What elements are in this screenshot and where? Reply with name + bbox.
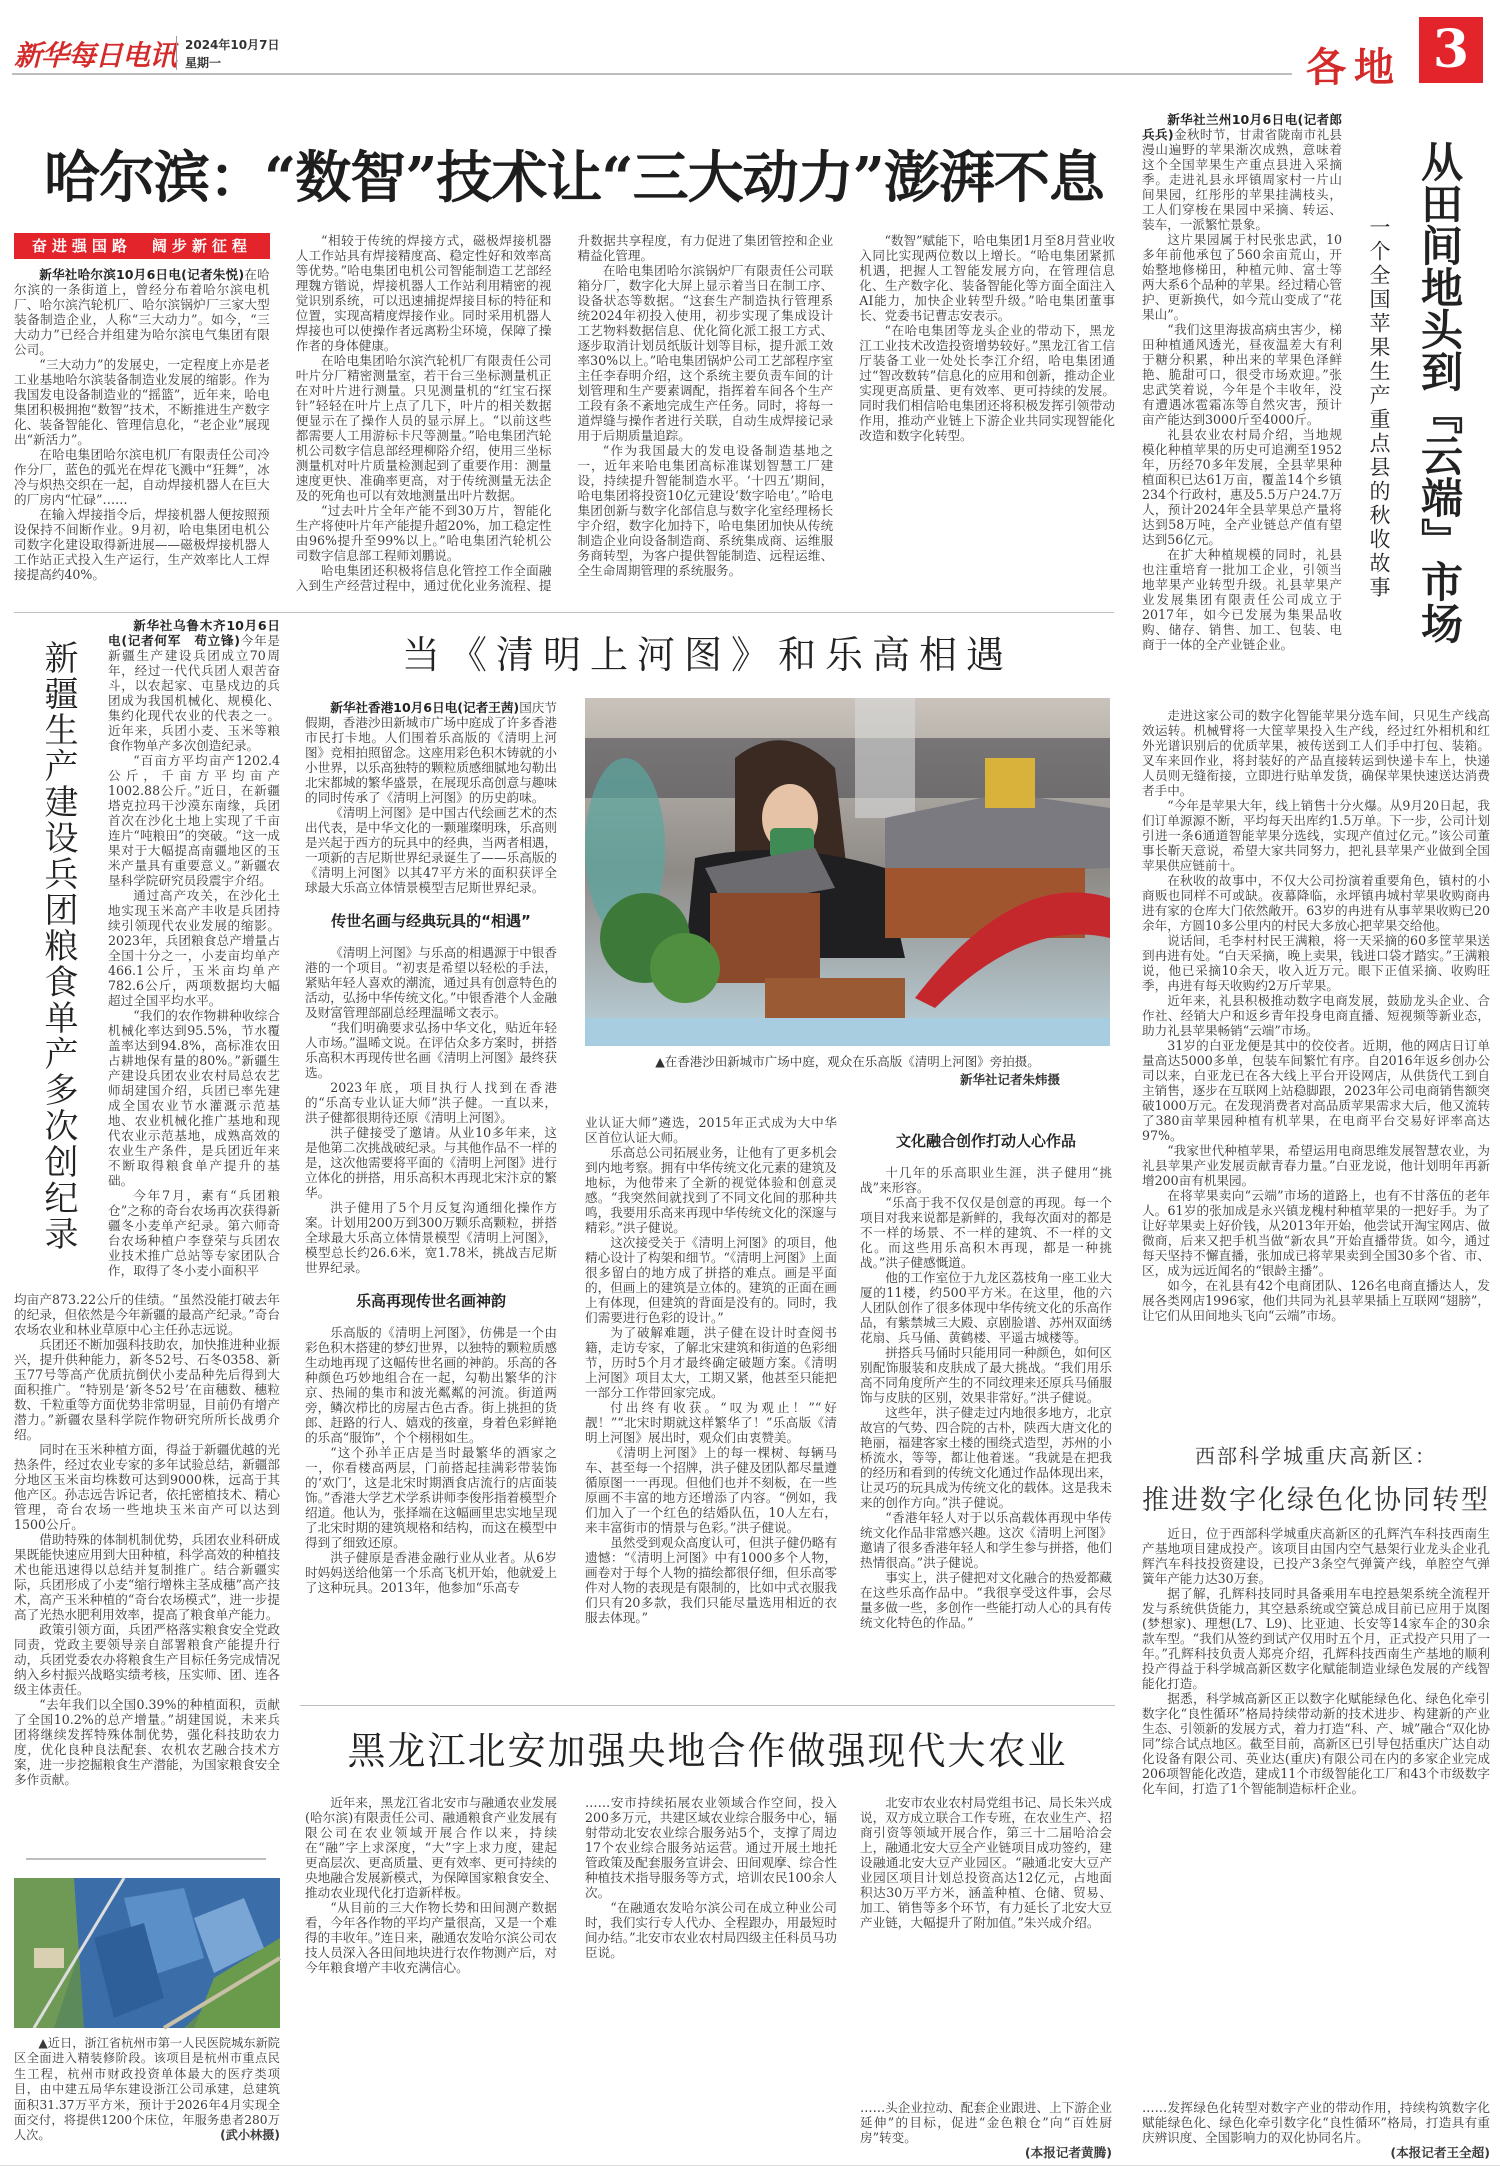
paragraph xyxy=(585,1535,837,1625)
paragraph xyxy=(14,1532,280,1622)
paragraph-text: 均亩产873.22公斤的佳绩。“虽然没能打破去年的纪录，但依然是今年新疆的最高产纪录。”奇台农场农业和林业草原中心主任孙志远说。 xyxy=(14,1292,280,1337)
paragraph xyxy=(859,323,1115,443)
paragraph-text: 兵团还不断加强科技助农，加快推进种业振兴，提升供种能力，新冬52号、石冬0358、新玉77号等高产优质抗倒伏小麦品种先后得到大面积推广。“特别是‘新冬52号’在亩穗数、穗粒数、千粒重等方面优势非常明显，目前仍有增产潜力。”新疆农垦科学院作物研究所所长战勇介绍。 xyxy=(14,1337,280,1442)
paragraph xyxy=(578,263,834,443)
paragraph xyxy=(305,1900,557,1975)
paragraph-text: “过去叶片全年产能不到30万片，智能化生产将使叶片年产能提升超20%，加工稳定性由96%提升至99%以上。”哈电集团汽轮机公司数字信息部工程师刘鹏说。 xyxy=(295,503,552,563)
paragraph-text: 在将苹果卖向“云端”市场的道路上，也有不甘落伍的老年人。61岁的张加成是永兴镇龙槐村种植苹果的一把好手。为了让好苹果卖上好价钱，从2013年开始，他尝试开淘宝网店、做微商，后来又把手机当做“新农具”开始直播带货。如今，通过每天坚持不懈直播，张加成已将苹果卖到全国30多个省、市、区，成为远近闻名的“银龄主播”。 xyxy=(1142,1188,1490,1278)
paragraph xyxy=(296,353,552,503)
paragraph xyxy=(14,1622,280,1697)
dateline: 新华社香港10月6日电(记者王茜) xyxy=(330,700,520,715)
paragraph xyxy=(1142,1691,1490,1796)
paragraph xyxy=(14,267,270,357)
paragraph xyxy=(1142,1143,1490,1188)
paragraph xyxy=(296,233,552,353)
paragraph xyxy=(1142,873,1490,933)
paragraph xyxy=(860,1405,1112,1510)
beian-article-ending xyxy=(860,2100,1112,2160)
paragraph-text: 乐高总公司拓展业务，让他有了更多机会到内地考察。拥有中华传统文化元素的建筑及地标，为他带来了全新的视觉体验和创意灵感。“我突然间就找到了不同文化间的那种共鸣，我要用乐高来再现中华传统文化的深邃与精彩。”洪子健说。 xyxy=(585,1145,837,1235)
paragraph xyxy=(1142,708,1490,798)
paragraph: ……发挥绿色化转型对数字产业的带动作用，持续构筑数字化赋能绿色化、绿色化牵引数字化“良性循环”格局，打造具有重庆辨识度、全国影响力的双化协同名片。 xyxy=(1142,2100,1490,2145)
paragraph-text: 同时在玉米种植方面，得益于新疆优越的光热条件，经过农业专家的多年试验总结，新疆部分地区玉米亩均株数可达到9000株，远高于其他产区。孙志远告诉记者，依托密植技术、精心管理，奇台农场一些地块玉米亩产可以达到1500公斤。 xyxy=(14,1442,280,1532)
paragraph xyxy=(14,1442,280,1532)
paragraph xyxy=(585,1900,837,1960)
paragraph-text: 洪子健接受了邀请。从业10多年来，这是他第二次挑战破纪录。与其他作品不一样的是，这次他需要将平面的《清明上河图》进行立体化的拼搭，用乐高积木再现北宋汴京的繁华。 xyxy=(305,1125,557,1200)
paragraph xyxy=(1142,1526,1490,1586)
paragraph-text: 金秋时节，甘肃省陇南市礼县漫山遍野的苹果渐次成熟，意味着这个全国苹果生产重点县进入采摘季。走进礼县永坪镇周家村一片山间果园，红彤彤的苹果挂满枝头，工人们穿梭在果园中采摘、转运、装车，一派繁忙景象。 xyxy=(1142,127,1342,232)
paragraph xyxy=(305,945,557,1020)
paragraph-text: 这次接受关于《清明上河图》的项目，他精心设计了构架和细节。“《清明上河图》上面很多留白的地方成了拼搭的难点。画是平面的，但画上的建筑是立体的。建筑的正面在画上有体现，但建筑的背面是没有的。同时，我们需要进行色彩的设计。” xyxy=(585,1235,838,1325)
paragraph-text: 十几年的乐高职业生涯，洪子健用“挑战”来形容。 xyxy=(860,1165,1112,1195)
page-number: 3 xyxy=(1419,17,1483,83)
paragraph-text: 近年来，礼县积极推动数字电商发展，鼓励龙头企业、合作社、经销大户和返乡青年投身电商直播、短视频等新业态，助力礼县苹果畅销“云端”市场。 xyxy=(1142,993,1490,1038)
paragraph-text: 礼县农业农村局介绍，当地规模化种植苹果的历史可追溯至1952年，历经70多年发展，全县苹果种植面积已达61万亩，覆盖14个乡镇234个行政村，惠及5.5万户24.7万人，预计2024年全县苹果总产量将达到58万吨，全产业链总产值有望达到56亿元。 xyxy=(1142,427,1342,547)
chongqing-headline: 推进数字化绿色化协同转型 xyxy=(1142,1485,1490,1516)
paragraph xyxy=(1142,547,1342,652)
paragraph-text: “我们的农作物耕种收综合机械化率达到95.5%，节水覆盖率达到94.8%，高标准农田占耕地保有量的80%。”新疆生产建设兵团农业农村局总农艺师胡建国介绍，兵团已率先建成全国农业节水灌溉示范基地、农业机械化推广基地和现代农业示范基地，成熟高效的农业生产条件，是兵团近年来不断取得粮食单产提升的基础。 xyxy=(108,1008,280,1188)
paragraph xyxy=(108,1188,280,1278)
qingming-column-c xyxy=(860,1115,1112,1693)
qingming-photo-caption: ▲在香港沙田新城市广场中庭，观众在乐高版《清明上河图》旁拍摄。 xyxy=(655,1054,1040,1069)
paragraph xyxy=(305,1125,557,1200)
lanzhou-article-narrow xyxy=(1142,112,1342,708)
paragraph xyxy=(585,1795,837,1900)
paragraph-text: 为了破解难题，洪子健在设计时查阅书籍，走访专家，了解北宋建筑和街道的色彩细节，历时5个月才最终确定破题方案。《清明上河图》项目太大，工期又紧，他甚至只能把一部分工作带回家完成。 xyxy=(585,1325,837,1400)
paragraph-text: 国庆节假期，香港沙田新城市广场中庭成了许多香港市民打卡地。人们围着乐高版的《清明上河图》竞相拍照留念。这座用彩色积木铸就的小小世界，以乐高独特的颗粒质感细腻地勾勒出北宋都城的繁华盛景，在展现乐高创意与趣味的同时传承了《清明上河图》的历史韵味。 xyxy=(305,700,558,805)
paragraph xyxy=(305,1080,557,1125)
paragraph-text: 虽然受到观众高度认可，但洪子健仍略有遗憾：“《清明上河图》中有1000多个人物，画卷对于每个人物的描绘都很仔细，但乐高零件对人物的表现是有限制的，比如中式衣服我们只有20多款，我们只能尽量选用相近的衣服去体现。” xyxy=(585,1535,837,1625)
paragraph xyxy=(859,233,1115,323)
qingming-column-a xyxy=(305,700,557,1692)
header-divider xyxy=(176,36,177,70)
photo-credit: (武小林摄) xyxy=(220,2128,280,2143)
paragraph-text: 乐高版的《清明上河图》，仿佛是一个由彩色积木搭建的梦幻世界，以独特的颗粒质感生动地再现了这幅传世名画的神韵。乐高的各种颜色巧妙地组合在一起，勾勒出繁华的汴京、热闹的集市和波光粼粼的河流。街道两旁，鳞次栉比的房屋古色古香。街上挑担的货郎、赶路的行人、嬉戏的孩童，身着色彩鲜艳的乐高“服饰”，个个栩栩如生。 xyxy=(305,1325,557,1445)
paragraph xyxy=(14,507,270,582)
paragraph-text: 通过高产攻关，在沙化土地实现玉米高产丰收是兵团持续引领现代农业发展的缩影。2023年，兵团粮食总产增量占全国十分之一，小麦亩均单产466.1公斤，玉米亩均单产782.6公斤，两项数据均大幅超过全国平均水平。 xyxy=(108,888,280,1008)
issue-date: 2024年10月7日 xyxy=(185,38,280,52)
qingming-column-b xyxy=(585,1115,837,1693)
paragraph-text: “我们这里海拔高病虫害少，梯田种植通风透光，昼夜温差大有利于糖分积累，种出来的苹果色泽鲜艳、脆甜可口，很受市场欢迎。”张忠武笑着说，今年是个丰收年，没有遭遇冰雹霜冻等自然灾害，预计亩产能达到3000斤至4000斤。 xyxy=(1142,322,1342,427)
paragraph-text: 拼搭兵马俑时只能用同一种颜色，如何区别配饰服装和皮肤成了最大挑战。“我们用乐高不同角度所产生的不同纹理来还原兵马俑服饰与皮肤的区别，效果非常好。”洪子健说。 xyxy=(860,1345,1112,1405)
xinjiang-headline: 新疆生产建设兵团粮食单产多次创纪录 xyxy=(38,640,78,1252)
paragraph xyxy=(108,1008,280,1188)
paragraph xyxy=(14,1337,280,1442)
paragraph xyxy=(1142,933,1490,993)
subheading: 文化融合创作打动人心作品 xyxy=(895,1132,1076,1150)
paragraph-text: 《清明上河图》上的每一棵树、每辆马车、甚至每一个招牌，洪子健及团队都尽量遵循原图一一再现。但他们也并不刻板，在一些原画不丰富的地方还增添了内容。“例如，我们加入了一个红色的结婚队伍，10人左右，来丰富街市的情景与色彩。”洪子健说。 xyxy=(585,1445,837,1535)
separator-line xyxy=(26,1858,266,1860)
lanzhou-headline: 从田间地头到『云端』市场 xyxy=(1415,140,1464,644)
paragraph xyxy=(14,1697,280,1787)
paragraph-text: 事实上，洪子健把对文化融合的热爱都藏在这些乐高作品中。“我很享受这件事，会尽量多做一些，多创作一些能打动人心的具有传统文化特色的作品。” xyxy=(860,1570,1112,1630)
paragraph-text: 据悉，科学城高新区正以数字化赋能绿色化、绿色化牵引数字化“良性循环”格局持续带动新的技术进步、构建新的产业生态、引领新的发展方式，着力打造“科、产、城”融合“双化协同”综合试点地区。截至目前，高新区已引导包括重庆广达自动化设备有限公司、英业达(重庆)有限公司在内的多家企业完成206项智能化改造，建成11个市级智能化工厂和43个市级数字化车间，打造了1个智能制造标杆企业。 xyxy=(1142,1691,1490,1796)
paragraph-text: 北安市农业农村局党组书记、局长朱兴成说，双方成立联合工作专班，在农业生产、招商引资等领域开展合作，第三十二届哈洽会上，融通北安大豆全产业链项目成功签约，建设融通北安大豆产业园区。“融通北安大豆产业园区项目计划总投资高达12亿元，占地面积达30万平方米，涵盖种植、仓储、贸易、加工、销售等多个环节，有力延长了北安大豆产业链，大幅提升了附加值。”朱兴成介绍。 xyxy=(860,1795,1112,1930)
paragraph-text: 这片果园属于村民张忠武，10多年前他承包了560余亩荒山，开始整地修梯田，种植元帅、富士等两大系6个品种的苹果。经过精心管护、更新换代，如今荒山变成了“花果山”。 xyxy=(1142,232,1342,322)
paragraph-text: 《清明上河图》与乐高的相遇源于中银香港的一个项目。“初衷是希望以轻松的手法，紧贴年轻人喜欢的潮流，通过具有创意特色的活动，弘扬中华传统文化。”中银香港个人金融及财富管理部副总经理温晞文表示。 xyxy=(305,945,558,1020)
paragraph xyxy=(108,753,280,888)
paragraph-text: 据了解，孔辉科技同时具备乘用车电控悬架系统全流程开发与系统供货能力，其空悬系统或空簧总成目前已应用于岚图(梦想家)、理想(L7、L9)、比亚迪、长安等14家车企的30余款车型。“我们从签约到试产仅用时五个月，正式投产只用了一年。”孔辉科技负责人郑亮介绍，孔辉科技西南生产基地的顺利投产得益于科学城高新区数字化赋能制造业绿色发展的产线智能化打造。 xyxy=(1142,1586,1490,1691)
paragraph-text: “三大动力”的发展史，一定程度上亦是老工业基地哈尔滨装备制造业发展的缩影。作为我国发电设备制造业的“摇篮”，近年来，哈电集团积极拥抱“数智”技术，不断推进生产数字化、装备智能化、管理信息化，“老企业”展现出“新活力”。 xyxy=(14,357,270,447)
paragraph-text: “香港年轻人对于以乐高载体再现中华传统文化作品非常感兴趣。这次《清明上河图》邀请了很多香港年轻人和学生参与拼搭，他们热情很高。”洪子健说。 xyxy=(860,1510,1112,1570)
subheading: 传世名画与经典玩具的“相遇” xyxy=(331,912,531,930)
harbin-headline: 哈尔滨：“数智”技术让“三大动力”澎湃不息 xyxy=(44,145,1104,211)
beian-column-3 xyxy=(860,1795,1112,2095)
harbin-article xyxy=(14,233,1115,605)
byline: (本报记者黄腾) xyxy=(1024,2145,1112,2160)
chongqing-article-ending xyxy=(1142,2100,1490,2160)
paragraph xyxy=(305,805,557,895)
paragraph xyxy=(1142,322,1342,427)
paragraph-text: “在哈电集团等龙头企业的带动下，黑龙江工业技术改造投资增势较好。”黑龙江省工信厅装备工业一处处长李江介绍，哈电集团通过“智改数转”信息化的应用和创新，推动企业实现更高质量、更有效率、更可持续的发展。同时我们相信哈电集团还将积极发挥引领带动作用，推动产业链上下游企业共同实现智能化改造和数字化转型。 xyxy=(859,323,1115,443)
paragraph xyxy=(860,1510,1112,1570)
column-banner: 奋进强国路 阔步新征程 xyxy=(14,233,270,259)
paragraph xyxy=(305,1795,557,1900)
paragraph xyxy=(108,618,280,753)
qingming-headline: 当《清明上河图》和乐高相遇 xyxy=(401,633,1013,677)
paragraph-text: “在融通农发哈尔滨公司在成立种业公司时，我们实行专人代办、全程跟办，用最短时间办结。”北安市农业农村局四级主任科员马功臣说。 xyxy=(585,1900,838,1960)
paragraph-text: 如今，在礼县有42个电商团队、126名电商直播达人，发展各类网店1996家，他们共同为礼县苹果插上互联网“翅膀”，让它们从田间地头飞向“云端”市场。 xyxy=(1142,1278,1490,1323)
hospital-photo-caption xyxy=(14,2036,280,2144)
paragraph xyxy=(1142,112,1342,232)
paragraph-text: “从目前的三大作物长势和田间测产数据看，今年各作物的平均产量很高，又是一个难得的丰收年。”连日来，融通农发哈尔滨公司农技人员深入各田间地块进行农作物测产后，对今年粮食增产丰收充满信心。 xyxy=(305,1900,558,1975)
paragraph-text: “乐高于我不仅仅是创意的再现。每一个项目对我来说都是新鲜的，我每次面对的都是不一样的场景、不一样的建筑、不一样的文化。而这些用乐高积木再现，都是一种挑战。”洪子健感慨道。 xyxy=(860,1195,1112,1270)
paragraph-text: 政策引领方面，兵团严格落实粮食安全党政同责，党政主要领导亲自部署粮食产能提升行动，兵团党委农办将粮食生产目标任务完成情况纳入乡村振兴战略实绩考核，压实师、团、连各级主体责任。 xyxy=(14,1622,280,1697)
paragraph xyxy=(305,1550,557,1595)
paragraph-text: 近日，位于西部科学城重庆高新区的孔辉汽车科技西南生产基地项目建成投产。该项目由国内空气悬架行业龙头企业孔辉汽车科技投资建设，已投产3条空气弹簧产线，单腔空气弹簧年产能力达30万套。 xyxy=(1142,1526,1490,1586)
paragraph-text: 在哈电集团哈尔滨电机厂有限责任公司冷作分厂，蓝色的弧光在焊花飞溅中“狂舞”，冰冷与炽热交织在一起，自动焊接机器人在巨大的厂房内“忙碌”…… xyxy=(14,447,270,507)
paragraph xyxy=(305,700,557,805)
paragraph xyxy=(1142,232,1342,322)
paragraph-text: 在哈尔滨的一条街道上，曾经分布着哈尔滨电机厂、哈尔滨汽轮机厂、哈尔滨锅炉厂三家大型装备制造企业，人称“三大动力”。如今，“三大动力”已经合并组建为哈尔滨电气集团有限公司。 xyxy=(14,267,270,357)
paragraph-text: 31岁的白亚龙便是其中的佼佼者。近期，他的网店日订单量高达5000多单，包装车间繁忙有序。自2016年返乡创办公司以来，白亚龙已在各大线上平台开设网店，从供货代工到自主销售，逐步在互联网上站稳脚跟，2023年公司电商销售额突破1000万元。在发现消费者对高品质苹果需求大后，他又流转了380亩苹果园种植有机苹果，在电商平台交易好评率高达97%。 xyxy=(1142,1038,1490,1143)
paragraph-text: 借助特殊的体制机制优势，兵团农业科研成果既能快速应用到大田种植，科学高效的种植技术也能迅速得以总结并复制推广。结合新疆实际，兵团形成了小麦“缩行增株主茎成穗”高产技术，高产玉米种植的“奇台农场模式”，进一步提高了光热水肥利用效率，提高了粮食单产能力。 xyxy=(14,1532,280,1622)
paragraph xyxy=(1142,993,1490,1038)
paragraph-text: “去年我们以全国0.39%的种植面积，贡献了全国10.2%的总产增量。”胡建国说，未来兵团将继续发挥特殊体制优势，强化科技助农力度，优化良种良法配套、农机农艺融合技术方案，进一步挖掘粮食生产潜能，为国家粮食安全多作贡献。 xyxy=(14,1697,280,1787)
paragraph-text: 在输入焊接指令后，焊接机器人便按照预设保持不间断作业。9月初，哈电集团电机公司数字化建设取得新进展——磁极焊接机器人工作站正式投入生产运行，生产效率比人工焊接提高约40%。 xyxy=(14,507,270,582)
paragraph xyxy=(14,447,270,507)
section-divider xyxy=(14,612,1114,613)
beian-column-1 xyxy=(305,1795,557,2160)
paragraph xyxy=(860,1345,1112,1405)
byline: (本报记者王全超) xyxy=(1390,2145,1490,2160)
paragraph-text: “我家世代种植苹果，希望运用电商思维发展智慧农业，为礼县苹果产业发展贡献青春力量。”白亚龙说，他计划明年再新增200亩有机果园。 xyxy=(1142,1143,1490,1188)
paragraph-text: 《清明上河图》是中国古代绘画艺术的杰出代表，是中华文化的一颗璀璨明珠，乐高则是兴起于西方的玩具中的经典，当两者相遇，一项新的吉尼斯世界纪录诞生了——乐高版的《清明上河图》以其47平方米的面积获评全球最大乐高立体情景模型吉尼斯世界纪录。 xyxy=(305,805,557,895)
paragraph-text: “今年是苹果大年，线上销售十分火爆。从9月20日起，我们订单源源不断，平均每天出库约1.5万单。下一步，公司计划引进一条6通道智能苹果分选线，实现产值过亿元。”该公司董事长靳天意说，希望大家共同努力，把礼县苹果产业做到全国苹果供应链前十。 xyxy=(1142,798,1490,873)
paragraph xyxy=(860,1165,1112,1195)
paragraph-text: 这些年，洪子健走过内地很多地方，北京故宫的气势、四合院的古朴，陕西大唐文化的艳丽，福建客家土楼的围绕式造型，苏州的小桥流水，等等，都让他着迷。“我就是在把我的经历和看到的传统文化通过作品体现出来，让灵巧的玩具成为传统文化的载体。这是我未来的创作方向。”洪子健说。 xyxy=(860,1405,1112,1510)
section-divider xyxy=(300,1705,1115,1706)
paragraph: 业认证大师”遴选，2015年正式成为大中华区首位认证大师。 xyxy=(585,1115,837,1145)
paragraph xyxy=(1142,427,1342,547)
qingming-photo-credit: 新华社记者朱炜摄 xyxy=(959,1072,1060,1087)
paragraph-text: “数智”赋能下，哈电集团1月至8月营业收入同比实现两位数以上增长。“哈电集团紧抓机遇，把握人工智能发展方向，在管理信息化、生产数字化、装备智能化等方面全面注入AI能力，加快企业转型升级。”哈电集团董事长、党委书记曹志安表示。 xyxy=(859,233,1115,323)
paragraph xyxy=(1142,1038,1490,1143)
paragraph-text: 在扩大种植规模的同时，礼县也注重培育一批加工企业，引领当地苹果产业转型升级。礼县苹果产业发展集团有限责任公司成立于2017年，如今已发展为集果品收购、储存、销售、加工、包装、电商于一体的全产业链企业。 xyxy=(1142,547,1342,652)
lanzhou-subheadline: 一个全国苹果生产重点县的秋收故事 xyxy=(1367,216,1391,600)
paragraph-text: 今年7月，素有“兵团粮仓”之称的奇台农场再次获得新疆冬小麦单产纪录。第六师奇台农场种植户李登荣与兵团农业技术推广总站等专家团队合作，取得了冬小麦小面积平 xyxy=(108,1188,280,1278)
paragraph xyxy=(585,1235,837,1325)
paragraph xyxy=(14,357,270,447)
paragraph-text: “这个孙羊正店是当时最繁华的酒家之一，你看楼高两层，门前搭起挂满彩带装饰的‘欢门’，这是北宋时期酒食店流行的店面装饰。”香港大学艺术学系讲师李俊彤指着模型介绍道。他认为，张择端在这幅画里忠实地呈现了北宋时期的建筑规格和结构，而这在模型中得到了细致还原。 xyxy=(305,1445,558,1550)
paragraph xyxy=(585,1445,837,1535)
xinjiang-article-wide xyxy=(14,1292,280,1787)
newspaper-logo: 新华每日电讯 xyxy=(14,39,177,72)
lanzhou-article-wide xyxy=(1142,708,1490,1408)
paragraph-text: 在哈电集团哈尔滨锅炉厂有限责任公司联箱分厂，数字化大屏上显示着当日在制工序、设备状态等数据。“这套生产制造执行管理系统2024年初投入使用，初步实现了集成设计工艺物料数据信息、优化简化派工报工方式、逐步取消计划员纸版计划等目标，提升派工效率30%以上。”哈电集团锅炉公司工艺部程序室主任李春明介绍，这个系统主要负责车间的计划管理和生产要素调配，指挥着车间各个生产工段有条不紊地完成生产任务。同时，将每一道焊缝与操作者进行关联，自动生成焊接记录用于后期质量追踪。 xyxy=(577,263,834,443)
paragraph xyxy=(305,1325,557,1445)
caption-text: ▲近日，浙江省杭州市第一人民医院城东新院区全面进入精装修阶段。该项目是杭州市重点民生工程，杭州市财政投资单体最大的医疗类项目，由中建五局华东建设浙江公司承建，总建筑面积31.37万平方米，预计于2026年4月实现全面交付，将提供1200个床位，年服务患者280万人次。 xyxy=(14,2036,280,2143)
paragraph-text: 2023年底，项目执行人找到在香港的“乐高专业认证大师”洪子健。一直以来，洪子健都很期待还原《清明上河图》。 xyxy=(305,1080,557,1125)
paragraph-text: “作为我国最大的发电设备制造基地之一，近年来哈电集团高标准谋划智慧工厂建设，持续提升智能制造水平。‘十四五’期间，哈电集团将投资10亿元建设‘数字哈电’。”哈电集团创新与数字化部信息与数字化室经理杨长宇介绍，数字化加持下，哈电集团加快从传统制造企业向设备制造商、系统集成商、运维服务商转型，为客户提供智能制造、远程运维、全生命周期管理的系统服务。 xyxy=(577,443,834,578)
dateline: 新华社乌鲁木齐10月6日电(记者何军 苟立锋) xyxy=(108,618,280,648)
paragraph-text: 付出终有收获。“叹为观止！”“好靓！”“北宋时期就这样繁华了！”乐高版《清明上河图》展出时，观众们由衷赞美。 xyxy=(585,1400,837,1445)
chongqing-article xyxy=(1142,1526,1490,2086)
paragraph xyxy=(585,1325,837,1400)
paragraph xyxy=(14,1292,280,1337)
paragraph xyxy=(108,888,280,1008)
dateline: 新华社哈尔滨10月6日电(记者朱悦) xyxy=(39,267,245,282)
paragraph-text: 在哈电集团哈尔滨汽轮机厂有限责任公司叶片分厂精密测量室，若干台三坐标测量机正在对叶片进行测量。只见测量机的“红宝石探针”轻轻在叶片上点了几下，叶片的相关数据便显示在了操作人员的显示屏上。“以前这些都需要人工用游标卡尺等测量。”哈电集团汽轮机公司数字信息部经理柳䧍介绍，使用三坐标测量机对叶片质量检测起到了重要作用：测量速度更快、准确率更高，对于传统测量无法企及的死角也可以有效地测量出叶片数据。 xyxy=(295,353,552,503)
paragraph xyxy=(585,1400,837,1445)
paragraph-text: 在秋收的故事中，不仅大公司扮演着重要角色，镇村的小商贩也同样不可或缺。夜幕降临，永坪镇冉城村苹果收购商冉进有家的仓库大门依然敞开。63岁的冉进有从事苹果收购已20余年，方圆10多公里内的村民大多放心把苹果交给他。 xyxy=(1142,873,1490,933)
paragraph xyxy=(860,1195,1112,1270)
paragraph xyxy=(305,1020,557,1080)
lego-qingming-photo xyxy=(585,698,1110,1046)
paragraph xyxy=(860,1570,1112,1630)
beian-headline: 黑龙江北安加强央地合作做强现代大农业 xyxy=(347,1729,1068,1773)
paragraph-text: “我们明确要求弘扬中华文化，贴近年轻人市场。”温晞文说。在评估众多方案时，拼搭乐高积木再现传世名画《清明上河图》最终获选。 xyxy=(305,1020,558,1080)
paragraph xyxy=(305,1200,557,1275)
paragraph-text: ……安市持续拓展农业领域合作空间，投入200多万元，共建区域农业综合服务中心，辐射带动北安农业综合服务站5个，支撑了周边17个农业综合服务站运营。通过开展土地托管政策及配套服务宣讲会、田间观摩、综合性种植技术指导服务等方式，培训农民100余人次。 xyxy=(585,1795,837,1900)
chongqing-kicker: 西部科学城重庆高新区： xyxy=(1195,1444,1437,1468)
paragraph-text: 洪子健原是香港金融行业从业者。从6岁时妈妈送给他第一个乐高飞机开始，他就爱上了这种玩具。2013年，他参加“乐高专 xyxy=(305,1550,557,1595)
paragraph xyxy=(1142,1278,1490,1323)
section-name: 各地 xyxy=(1306,44,1402,91)
paragraph-text: 今年是新疆生产建设兵团成立70周年，经过一代代兵团人艰苦奋斗，以农起家、屯垦戍边的兵团成为我国机械化、规模化、集约化现代农业的代表之一。近年来，兵团小麦、玉米等粮食作物单产多次创造纪录。 xyxy=(108,633,281,753)
paragraph-text: 近年来，黑龙江省北安市与融通农业发展(哈尔滨)有限责任公司、融通粮食产业发展有限公司在农业领域开展合作以来，持续在“融”字上求深度，“大”字上求力度，建起更高层次、更高质量、更有效率、更可持续的央地融合发展新模式，为保障国家粮食安全、推动农业现代化打造新样板。 xyxy=(305,1795,557,1900)
xinjiang-article-narrow xyxy=(108,618,280,1292)
header-rule xyxy=(12,73,1292,75)
paragraph xyxy=(860,1795,1112,1930)
paragraph: ……头企业拉动、配套企业跟进、上下游企业延伸”的目标，促进“金色粮仓”向“百姓厨房”转变。 xyxy=(860,2100,1112,2145)
hospital-aerial-photo xyxy=(14,1878,280,2028)
paragraph xyxy=(1142,1188,1490,1278)
beian-column-2 xyxy=(585,1795,837,2160)
dateline: 新华社兰州10月6日电(记者郎兵兵) xyxy=(1142,112,1342,142)
paragraph xyxy=(585,1145,837,1235)
paragraph xyxy=(860,1270,1112,1345)
subheading: 乐高再现传世名画神韵 xyxy=(355,1292,506,1310)
paragraph xyxy=(1142,798,1490,873)
paragraph-text: “相较于传统的焊接方式，磁极焊接机器人工作站具有焊接精度高、稳定性好和效率高等优势。”哈电集团电机公司智能制造工艺部经理魏方锴说，焊接机器人工作站利用精密的视觉识别系统，可以迅速捕捉焊接目标的特征和位置，实现高精度焊接作业。同时采用机器人焊接也可以使操作者远离粉尘环境，保障了操作者的身体健康。 xyxy=(295,233,552,353)
paragraph xyxy=(1142,1586,1490,1691)
paragraph-text: 说话间，毛李村村民王满粮，将一天采摘的60多筐苹果送到冉进有处。“白天采摘，晚上卖果，钱进口袋才踏实。”王满粮说，他已采摘10余天，收入近万元。眼下正值采摘、收购旺季，冉进有每天收购约2万斤苹果。 xyxy=(1142,933,1490,993)
paragraph-text: 洪子健用了5个月反复沟通细化操作方案。计划用200万到300万颗乐高颗粒，拼搭全球最大乐高立体情景模型《清明上河图》，模型总长约26.6米，宽1.78米，挑战吉尼斯世界纪录。 xyxy=(305,1200,557,1275)
page-bottom-border xyxy=(0,2165,1500,2166)
paragraph-text: 他的工作室位于九龙区荔枝角一座工业大厦的11楼，约500平方米。在这里，他的六人团队创作了很多体现中华传统文化的乐高作品，有紫禁城三大殿、京剧脸谱、苏州双面绣花扇、兵马俑、黄鹤楼、平遥古城楼等。 xyxy=(860,1270,1112,1345)
paragraph-text: 哈电集团还积极将信息化管控工作全面融入到生产经营过程中，通过优化业务流程、提升数据共享程度，有力促进了集团管控和企业精益化管理。 xyxy=(295,233,834,593)
issue-weekday: 星期一 xyxy=(185,56,222,70)
paragraph xyxy=(578,443,834,578)
paragraph xyxy=(296,503,552,563)
paragraph xyxy=(305,1445,557,1550)
paragraph-text: 走进这家公司的数字化智能苹果分选车间，只见生产线高效运转。机械臂将一大筐苹果投入生产线，经过红外相机和红外光谱识别后的优质苹果，被传送到工人们手中打包、装箱。叉车来回作业，将封装好的产品直接转运到快递卡车上，快递人员则无缝衔接，立即进行贴单发货，确保苹果快速送达消费者手中。 xyxy=(1142,708,1490,798)
paragraph-text: “百亩方平均亩产1202.4公斤，千亩方平均亩产1002.88公斤。”近日，在新疆塔克拉玛干沙漠东南缘，兵团首次在沙化土地上实现了千亩连片“吨粮田”的突破。“这一成果对于大幅提高南疆地区的玉米产量具有重要意义。”新疆农垦科学院研究员段震宇介绍。 xyxy=(108,753,280,888)
